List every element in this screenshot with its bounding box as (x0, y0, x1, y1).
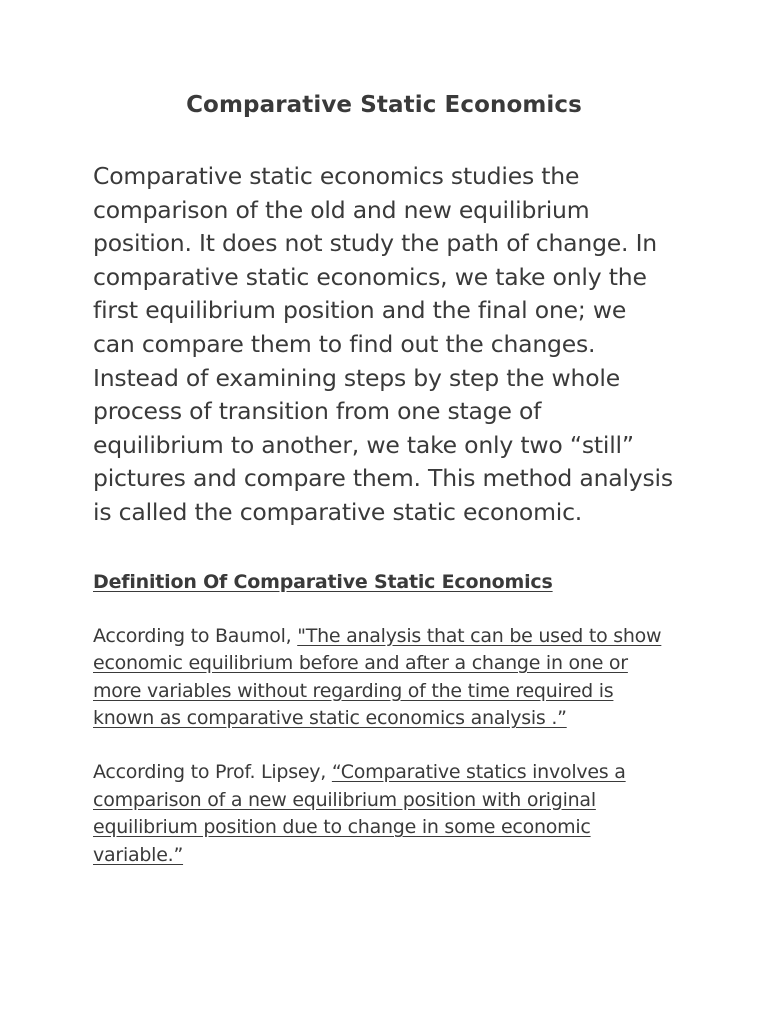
intro-paragraph: Comparative static economics studies the comparison of the old and new equilibrium position. It does not study the path of change. In comparative static economics, we take only the first equilibrium position and the final one; we can compare them to find out the changes. Instead of examining steps by step the whole process of transition from one stage of equilibrium to another, we take only two “still” pictures and compare them. This method analysis is called the comparative static economic. (93, 162, 673, 526)
baumol-quote: "The analysis that can be used to show economic equilibrium before and after a change in one or more variables without regarding of the time required is known as comparative static economics analysis .” (93, 624, 662, 730)
lipsey-attribution: According to Prof. Lipsey, (93, 760, 332, 783)
baumol-definition (93, 623, 675, 733)
lipsey-quote: “Comparative statics involves a comparison of a new equilibrium position with original equilibrium position due to change in some economic variable.” (93, 760, 626, 866)
definition-heading: Definition Of Comparative Static Economics (93, 570, 553, 593)
document-content (93, 0, 675, 869)
lipsey-definition (93, 759, 675, 869)
baumol-attribution: According to Baumol, (93, 624, 298, 647)
document-title: Comparative Static Economics (186, 92, 582, 118)
